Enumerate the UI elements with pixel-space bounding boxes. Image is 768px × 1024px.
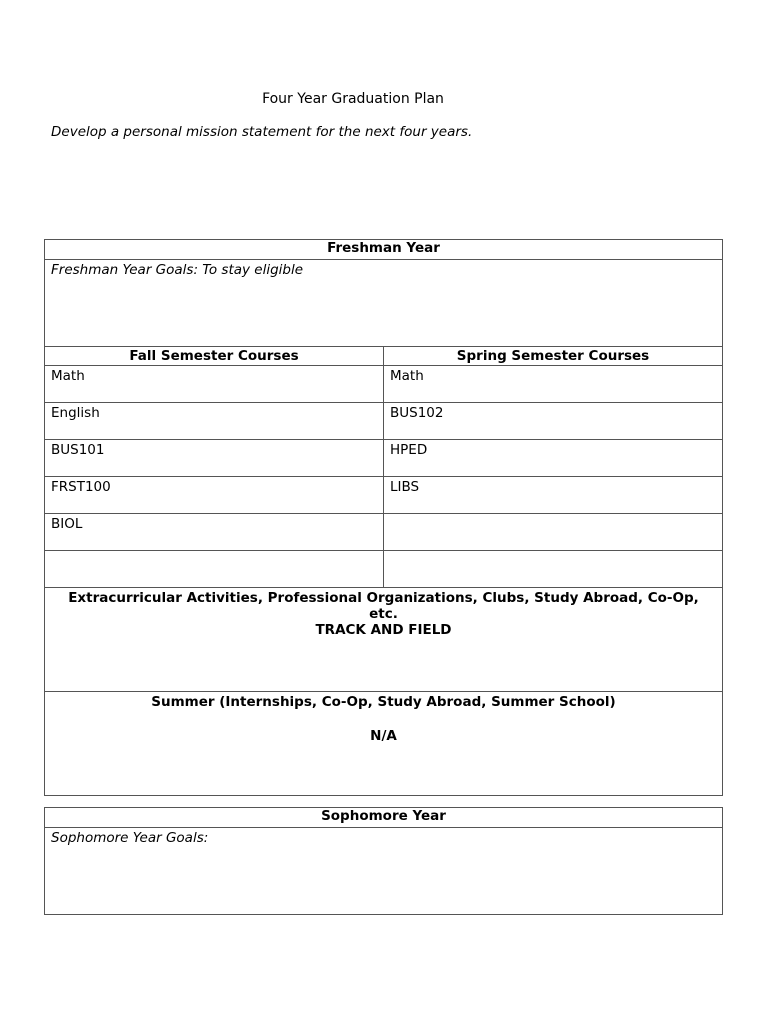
fall-course-cell: BIOL (45, 514, 384, 551)
table-row (45, 477, 723, 514)
spring-course-cell: Math (384, 366, 723, 403)
spring-course-cell (384, 551, 723, 588)
fall-course-cell: BUS101 (45, 440, 384, 477)
extracurricular-value: TRACK AND FIELD (315, 622, 452, 638)
summer-value: N/A (370, 728, 397, 744)
table-row (45, 440, 723, 477)
spring-course-cell: LIBS (384, 477, 723, 514)
sophomore-goals: Sophomore Year Goals: (45, 828, 723, 915)
fall-semester-header: Fall Semester Courses (45, 347, 384, 366)
mission-prompt: Develop a personal mission statement for the next four years. (51, 124, 473, 140)
freshman-year-header: Freshman Year (45, 240, 723, 260)
spring-semester-header: Spring Semester Courses (384, 347, 723, 366)
extracurricular-label: Extracurricular Activities, Professional Organizations, Clubs, Study Abroad, Co-Op, etc. (68, 590, 699, 622)
fall-course-cell: Math (45, 366, 384, 403)
fall-course-cell: FRST100 (45, 477, 384, 514)
table-row (45, 551, 723, 588)
table-row (45, 514, 723, 551)
spring-course-cell (384, 514, 723, 551)
sophomore-year-header: Sophomore Year (45, 808, 723, 828)
fall-course-cell: English (45, 403, 384, 440)
summer-label: Summer (Internships, Co-Op, Study Abroad, Summer School) (151, 694, 616, 710)
spring-course-cell: BUS102 (384, 403, 723, 440)
freshman-year-table (44, 239, 723, 796)
freshman-goals: Freshman Year Goals: To stay eligible (45, 260, 723, 347)
spring-course-cell: HPED (384, 440, 723, 477)
summer-section (45, 692, 723, 796)
extracurricular-section (45, 588, 723, 692)
table-row (45, 366, 723, 403)
page-title: Four Year Graduation Plan (262, 91, 444, 107)
table-row (45, 403, 723, 440)
sophomore-year-table (44, 807, 723, 915)
fall-course-cell (45, 551, 384, 588)
